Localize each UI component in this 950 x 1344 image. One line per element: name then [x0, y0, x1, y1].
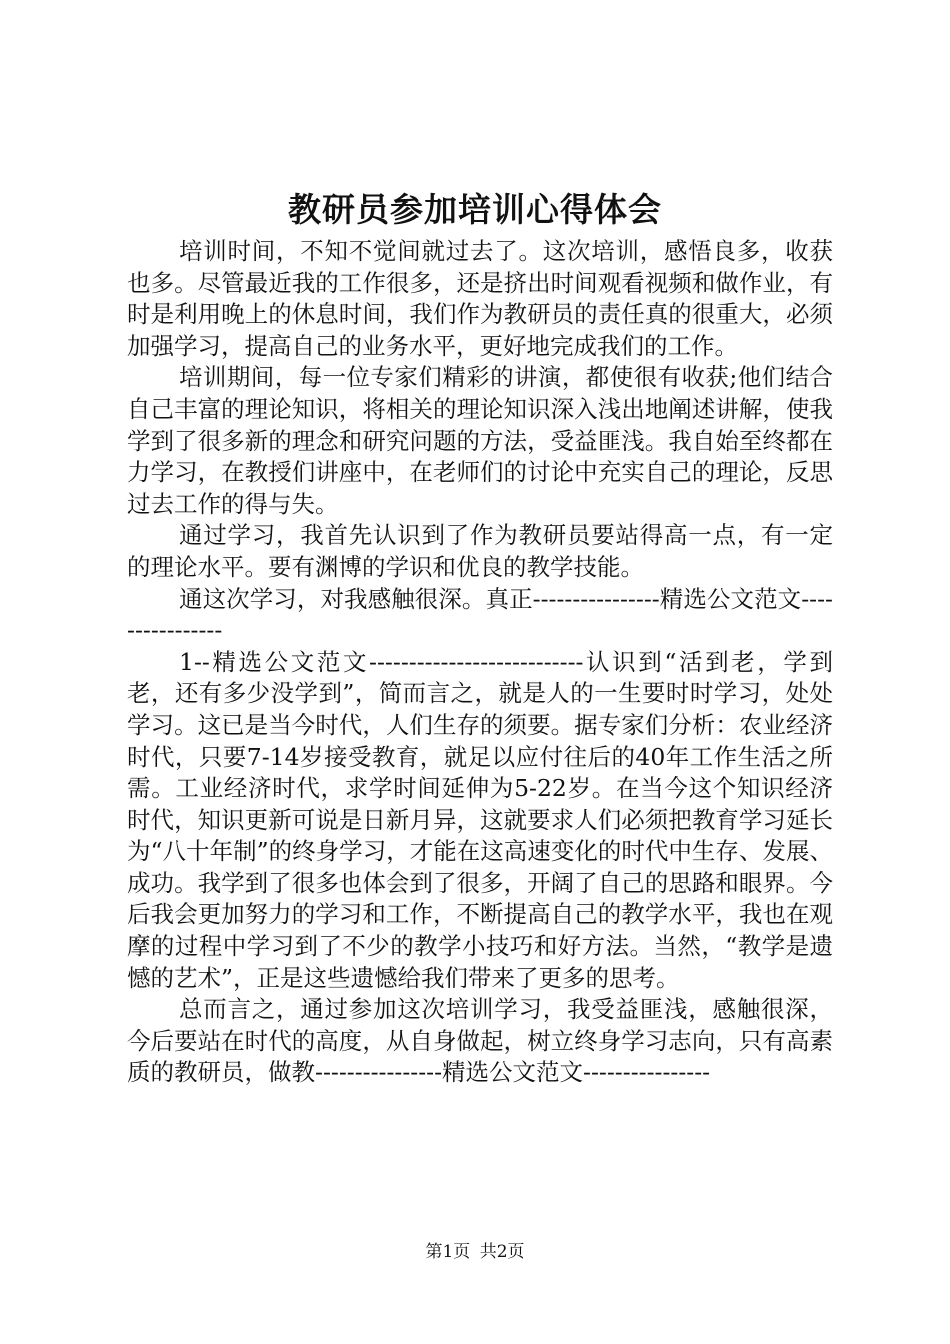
document-title: 教研员参加培训心得体会 — [288, 190, 662, 229]
document-body — [127, 236, 833, 1089]
paragraph: 培训时间，不知不觉间就过去了。这次培训，感悟良多，收获也多。尽管最近我的工作很多，还是挤出时间观看视频和做作业，有时是利用晚上的休息时间，我们作为教研员的责任真的很重大，必须加强学习，提高自己的业务水平，更好地完成我们的工作。 — [127, 237, 833, 360]
page-number-footer: 第1页 共2页 — [425, 1242, 525, 1262]
paragraph: 培训期间，每一位专家们精彩的讲演，都使很有收获;他们结合自己丰富的理论知识，将相关的理论知识深入浅出地阐述讲解，使我学到了很多新的理念和研究问题的方法，受益匪浅。我自始至终都在力学习，在教授们讲座中，在老师们的讨论中充实自己的理论，反思过去工作的得与失。 — [127, 363, 833, 518]
paragraph: 总而言之，通过参加这次培训学习，我受益匪浅，感触很深，今后要站在时代的高度，从自身做起，树立终身学习志向，只有高素质的教研员，做教----------------精选公文范文---------------- — [127, 995, 833, 1087]
paragraph: 通过学习，我首先认识到了作为教研员要站得高一点，有一定的理论水平。要有渊博的学识和优良的教学技能。 — [127, 521, 833, 581]
paragraph: 1--精选公文范文---------------------------认识到“活到老，学到老，还有多少没学到”，简而言之，就是人的一生要时时学习，处处学习。这已是当今时代，人们生存的须要。据专家们分析：农业经济时代，只要7-14岁接受教育，就足以应付往后的40年工作生活之所需。工业经济时代，求学时间延伸为5-22岁。在当今这个知识经济时代，知识更新可说是日新月异，这就要求人们必须把教育学习延长为“八十年制”的终身学习，才能在这高速变化的时代中生存、发展、成功。我学到了很多也体会到了很多，开阔了自己的思路和眼界。今后我会更加努力的学习和工作，不断提高自己的教学水平，我也在观摩的过程中学习到了不少的教学小技巧和好方法。当然，“教学是遗憾的艺术”，正是这些遗憾给我们带来了更多的思考。 — [127, 647, 833, 992]
paragraph: 通这次学习，对我感触很深。真正----------------精选公文范文---------------- — [127, 584, 833, 645]
